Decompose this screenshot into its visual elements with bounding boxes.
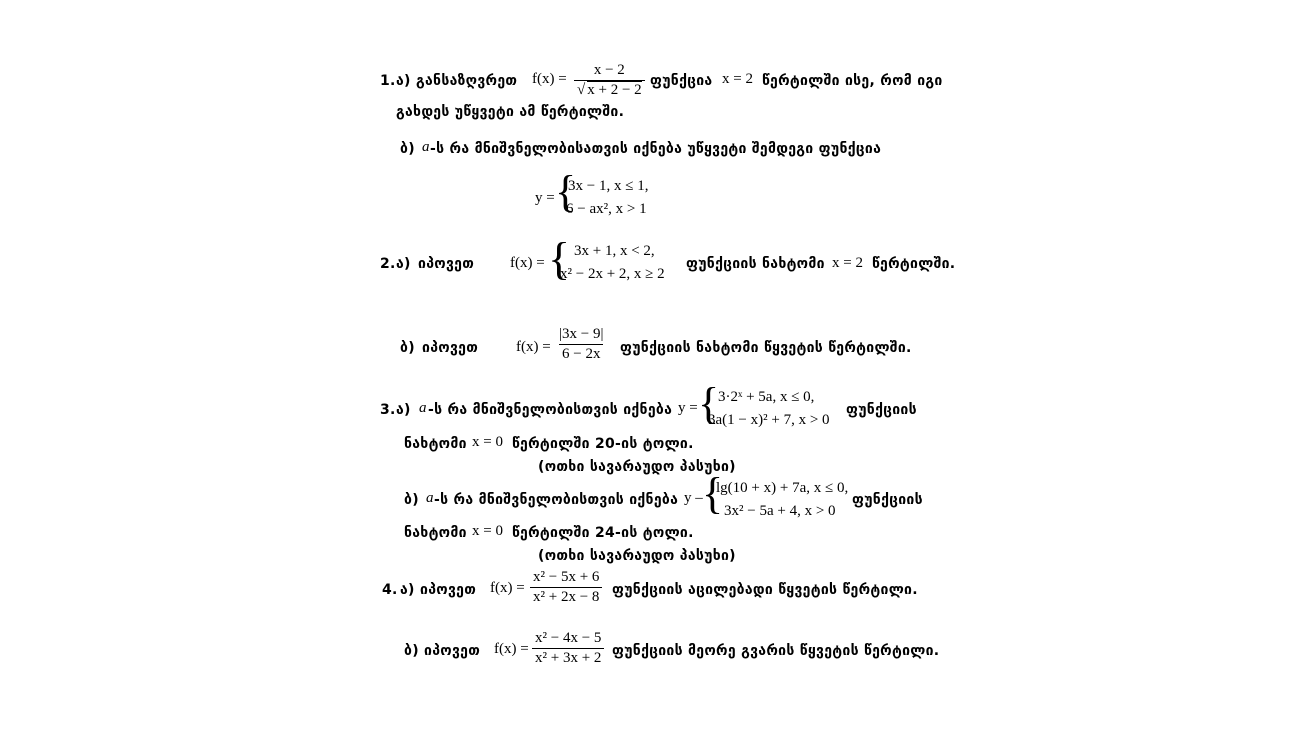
problem-3a-text-2: ფუნქციის (846, 402, 917, 418)
problem-2b-denominator: 6 − 2x (559, 344, 603, 363)
problem-4a-label: ა) (400, 582, 415, 598)
problem-2a-case-2: x² − 2x + 2, x ≥ 2 (560, 266, 665, 282)
problem-3a-case-2: 3a(1 − x)² + 7, x > 0 (708, 412, 830, 428)
problem-3b-label: ბ) (404, 492, 419, 508)
problem-1a-text-2: ფუნქცია (650, 73, 713, 89)
problem-3b-case-1: lg(10 + x) + 7a, x ≤ 0, (716, 480, 849, 496)
problem-4b-label: ბ) (404, 643, 419, 659)
problem-1b-y: y = (535, 190, 555, 206)
problem-1a-line-2: გახდეს უწყვეტი ამ წერტილში. (396, 104, 625, 120)
problem-1a-text-1: განსაზღვრეთ (416, 73, 518, 89)
problem-3a-line-2-text-2: წერტილში 20-ის ტოლი. (512, 436, 694, 452)
problem-1b-case-1: 3x − 1, x ≤ 1, (568, 178, 649, 194)
problem-4b-text-2: ფუნქციის მეორე გვარის წყვეტის წერტილი. (612, 643, 940, 659)
problem-3a-note: (ოთხი სავარაუდო პასუხი) (538, 459, 736, 475)
problem-3a-text-1: -ს რა მნიშვნელობისთვის იქნება (428, 402, 673, 418)
problem-2b-text-1: იპოვეთ (422, 340, 479, 356)
problem-3b-y: y – (684, 490, 703, 506)
problem-1a-numerator: x − 2 (593, 62, 625, 78)
problem-4a-denominator: x² + 2x − 8 (530, 587, 602, 606)
problem-3b-text-1: -ს რა მნიშვნელობისთვის იქნება (434, 492, 679, 508)
problem-3b-point: x = 0 (472, 523, 503, 539)
left-brace-icon: { (555, 167, 577, 216)
problem-3b-case-2: 3x² − 5a + 4, x > 0 (724, 503, 836, 519)
problem-4a-fx: f(x) = (490, 580, 525, 596)
problem-2a-label: ა) (396, 256, 411, 272)
problem-1b-case-2: 6 − ax², x > 1 (566, 201, 647, 217)
problem-1b-text: -ს რა მნიშვნელობისათვის იქნება უწყვეტი შემდეგი ფუნქცია (430, 141, 882, 157)
problem-2b-label: ბ) (400, 340, 415, 356)
problem-1a-point: x = 2 (722, 71, 753, 87)
problem-4b-numerator: x² − 4x − 5 (535, 630, 602, 646)
problem-3b-param: a (426, 490, 434, 506)
problem-4-number: 4. (382, 582, 398, 598)
problem-3b-line-2-text-2: წერტილში 24-ის ტოლი. (512, 525, 694, 541)
problem-3a-case-1: 3·2ˣ + 5a, x ≤ 0, (718, 389, 815, 405)
left-brace-icon: { (698, 379, 720, 428)
problem-4a-text-2: ფუნქციის აცილებადი წყვეტის წერტილი. (612, 582, 918, 598)
problem-2b-numerator: |3x − 9| (559, 326, 604, 342)
problem-4a-text-1: იპოვეთ (420, 582, 477, 598)
problem-1a-fx: f(x) = (532, 71, 567, 87)
problem-2a-case-1: 3x + 1, x < 2, (574, 243, 655, 259)
problem-4a-numerator: x² − 5x + 6 (533, 569, 600, 585)
problem-3b-text-2: ფუნქციის (852, 492, 923, 508)
problem-1a-label: ა) (396, 73, 411, 89)
problem-2b-text-2: ფუნქციის ნახტომი წყვეტის წერტილში. (620, 340, 912, 356)
problem-4b-denominator: x² + 3x + 2 (532, 648, 604, 667)
problem-2a-text-3: წერტილში. (872, 256, 956, 272)
sqrt-icon: √ (577, 82, 586, 98)
problem-1a-denominator: x + 2 − 2 (587, 82, 642, 98)
problem-2-number: 2. (380, 256, 396, 272)
problem-2a-text-2: ფუნქციის ნახტომი (686, 256, 825, 272)
problem-3a-label: ა) (396, 402, 411, 418)
problem-1-number: 1. (380, 73, 396, 89)
problem-3a-line-2-text-1: ნახტომი (404, 436, 467, 452)
problem-2a-point: x = 2 (832, 255, 863, 271)
left-brace-icon: { (702, 469, 724, 518)
left-brace-icon: { (548, 233, 571, 284)
problem-1a-text-3: წერტილში ისე, რომ იგი (762, 73, 943, 89)
problem-3-number: 3. (380, 402, 396, 418)
problem-2b-fx: f(x) = (516, 339, 551, 355)
problem-3a-param: a (419, 400, 427, 416)
problem-3b-line-2-text-1: ნახტომი (404, 525, 467, 541)
problem-4b-fraction (532, 630, 604, 667)
problem-3a-y: y = (678, 400, 698, 416)
problem-2b-fraction (556, 326, 606, 363)
problem-3a-point: x = 0 (472, 434, 503, 450)
problem-3b-note: (ოთხი სავარაუდო პასუხი) (538, 548, 736, 564)
problem-4a-fraction (530, 569, 602, 606)
problem-1b-label: ბ) (400, 141, 415, 157)
problem-1b-param: a (422, 139, 430, 155)
problem-2a-text-1: იპოვეთ (418, 256, 475, 272)
problem-2a-fx: f(x) = (510, 255, 545, 271)
problem-4b-fx: f(x) = (494, 641, 529, 657)
problem-4b-text-1: იპოვეთ (424, 643, 481, 659)
problem-1a-fraction (574, 62, 645, 99)
